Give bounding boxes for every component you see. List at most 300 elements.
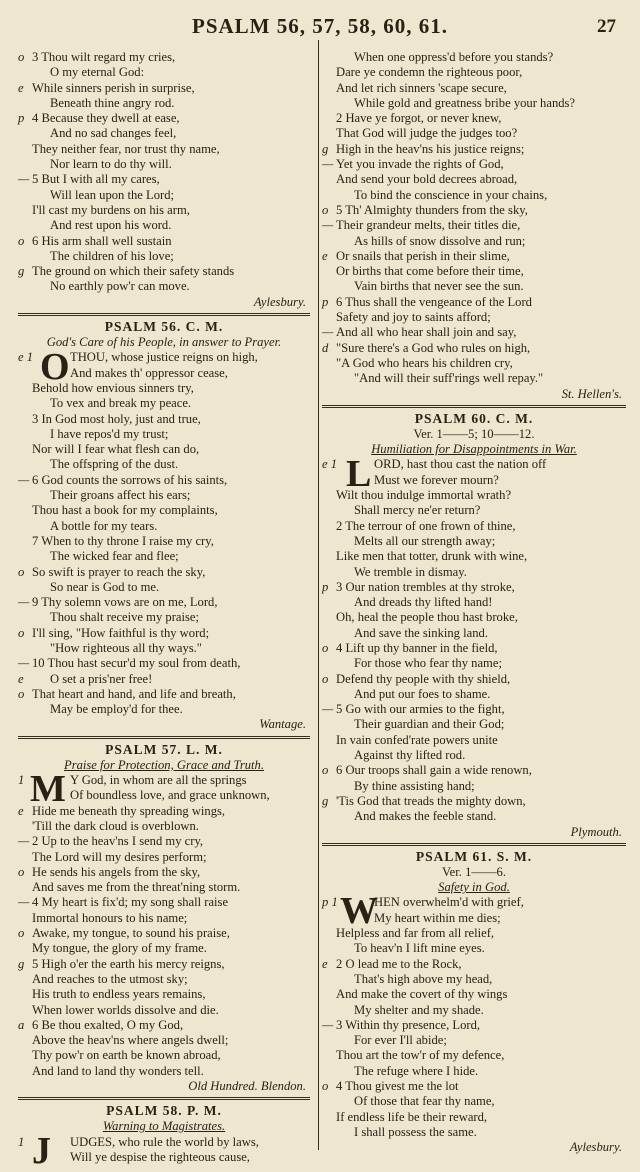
verse-line <box>18 427 310 442</box>
verse-line <box>322 702 626 717</box>
verse-line <box>322 763 626 778</box>
dynamic-mark: g <box>322 141 329 156</box>
verse-line <box>322 519 626 534</box>
verse-line <box>322 96 626 111</box>
verse-line <box>18 672 310 687</box>
verse-text: O my eternal God: <box>50 65 145 80</box>
tune-name: Aylesbury. <box>253 294 306 309</box>
verse-line <box>18 111 310 126</box>
verse-line <box>322 957 626 972</box>
verse-text: And reaches to the utmost sky; <box>32 971 188 986</box>
psalm-56-body <box>18 346 310 717</box>
verse-line <box>18 880 310 895</box>
verse-line <box>18 65 310 80</box>
dynamic-mark: — <box>18 834 30 849</box>
verse-line <box>18 350 310 365</box>
verse-text: O set a pris'ner free! <box>50 671 153 686</box>
verse-line <box>322 65 626 80</box>
verse-line <box>18 503 310 518</box>
verse-text: And make the covert of thy wings <box>336 987 508 1002</box>
verse-text: 6 Our troops shall gain a wide renown, <box>336 763 532 778</box>
drop-cap: W <box>340 890 378 933</box>
verse-text: To bind the conscience in your chains, <box>354 187 548 202</box>
verse-line <box>322 295 626 310</box>
verse-text: To heav'n I lift mine eyes. <box>354 941 485 956</box>
dynamic-mark: 1 <box>18 773 25 788</box>
dynamic-mark: p <box>18 111 25 126</box>
tune-name: Plymouth. <box>570 824 622 839</box>
verse-line <box>18 565 310 580</box>
verse-text: "A God who hears his children cry, <box>336 355 513 370</box>
verse-text: Beneath thine angry rod. <box>50 95 175 110</box>
verse-text: The children of his love; <box>50 248 174 263</box>
verse-text: So near is God to me. <box>50 579 160 594</box>
verse-line <box>18 1064 310 1079</box>
verse-line <box>18 865 310 880</box>
dynamic-mark: — <box>18 656 30 671</box>
verse-lines <box>18 1135 310 1166</box>
verse-text: By thine assisting hand; <box>354 778 475 793</box>
verse-text: Their guardian and their God; <box>354 717 505 732</box>
verse-line <box>322 733 626 748</box>
verse-line <box>322 809 626 824</box>
dynamic-mark: g <box>18 264 25 279</box>
verse-line <box>18 1003 310 1018</box>
verse-text: A bottle for my tears. <box>50 518 158 533</box>
verse-line <box>322 580 626 595</box>
verse-line <box>322 926 626 941</box>
dynamic-mark: — <box>18 895 30 910</box>
verse-line <box>18 610 310 625</box>
verse-text: "How righteous all thy ways." <box>50 640 202 655</box>
verse-text: Thou art the tow'r of my defence, <box>336 1048 505 1063</box>
verse-line <box>18 972 310 987</box>
verse-text: ORD, hast thou cast the nation off <box>374 457 547 472</box>
verse-text: 6 God counts the sorrows of his saints, <box>32 472 228 487</box>
verse-text: The Lord will my desires perform; <box>32 849 207 864</box>
verse-line <box>322 672 626 687</box>
verse-text: And no sad changes feel, <box>50 126 177 141</box>
dynamic-mark: o <box>18 50 25 64</box>
verse-line <box>18 366 310 381</box>
verse-text: Oh, heal the people thou hast broke, <box>336 610 518 625</box>
verse-line <box>18 1135 310 1150</box>
verse-text: "Sure there's a God who rules on high, <box>336 340 531 355</box>
verse-text: Or snails that perish in their slime, <box>336 248 510 263</box>
verse-line <box>322 565 626 580</box>
verse-text: UDGES, who rule the world by laws, <box>70 1134 259 1149</box>
verse-text: Nor learn to do thy will. <box>50 157 172 172</box>
verse-text: 5 Th' Almighty thunders from the sky, <box>336 202 528 217</box>
psalm-61-body <box>322 890 626 1140</box>
verse-line <box>18 926 310 941</box>
verse-line <box>18 188 310 203</box>
verse-line <box>18 126 310 141</box>
verse-text: Behold how envious sinners try, <box>32 380 194 395</box>
dynamic-mark: e <box>18 803 24 818</box>
drop-cap: L <box>346 453 372 496</box>
verse-line <box>322 1003 626 1018</box>
verse-line <box>322 356 626 371</box>
verse-text: And rest upon his word. <box>50 218 172 233</box>
verse-text: 2 Up to the heav'ns I send my cry, <box>32 834 204 849</box>
dynamic-mark: o <box>18 926 25 941</box>
dynamic-mark: o <box>18 233 25 248</box>
verse-text: That's high above my head, <box>354 971 493 986</box>
verse-text: 5 But I with all my cares, <box>32 172 160 187</box>
verse-text: While sinners perish in surprise, <box>32 80 195 95</box>
verse-text: 2 Have ye forgot, or never knew, <box>336 111 502 126</box>
dynamic-mark: p <box>322 294 329 309</box>
verse-text: 6 Thus shall the vengeance of the Lord <box>336 294 532 309</box>
verse-text: I'll cast my burdens on his arm, <box>32 202 190 217</box>
dynamic-mark: o <box>322 202 329 217</box>
verse-line <box>322 610 626 625</box>
verse-line <box>18 157 310 172</box>
verse-line <box>322 549 626 564</box>
verse-line <box>322 81 626 96</box>
verse-line <box>322 595 626 610</box>
verse-line <box>322 279 626 294</box>
dynamic-mark: — <box>322 157 334 172</box>
verse-line <box>322 218 626 233</box>
verse-line <box>18 381 310 396</box>
verse-text: I shall possess the same. <box>354 1124 477 1139</box>
verse-line <box>322 626 626 641</box>
verse-text: And saves me from the threat'ning storm. <box>32 880 241 895</box>
verse-line <box>322 188 626 203</box>
psalm-heading: PSALM 57. L. M. <box>105 741 223 757</box>
verse-line <box>18 773 310 788</box>
section-rule <box>18 1097 310 1100</box>
verse-line <box>322 157 626 172</box>
verse-line <box>322 50 626 65</box>
verse-line <box>322 249 626 264</box>
dynamic-mark: 1 <box>18 1134 25 1149</box>
column-divider <box>318 40 319 1150</box>
verse-line <box>18 534 310 549</box>
drop-cap: J <box>32 1129 51 1172</box>
verse-lines <box>322 453 626 824</box>
verse-lines <box>18 768 310 1079</box>
verse-text: 3 Within thy presence, Lord, <box>336 1017 481 1032</box>
verse-text: May be employ'd for thee. <box>50 702 183 717</box>
psalm-heading: PSALM 56. C. M. <box>104 319 224 335</box>
verse-text: Shall mercy ne'er return? <box>354 503 481 518</box>
verse-text: When lower worlds dissolve and die. <box>32 1002 219 1017</box>
verse-text: Yet you invade the rights of God, <box>336 157 504 172</box>
section-rule <box>18 313 310 316</box>
verse-line <box>18 1048 310 1063</box>
psalm-55-continuation <box>18 50 310 295</box>
verse-line <box>322 341 626 356</box>
verse-line <box>322 1094 626 1109</box>
psalm-heading: PSALM 60. C. M. <box>414 410 534 426</box>
verse-line <box>322 779 626 794</box>
dynamic-mark: e 1 <box>322 457 338 472</box>
left-column <box>18 50 310 1172</box>
section-rule <box>322 843 626 846</box>
dynamic-mark: — <box>322 702 334 717</box>
verse-line <box>18 1150 310 1165</box>
verse-line <box>18 1018 310 1033</box>
page-header <box>0 8 640 38</box>
verse-line <box>322 234 626 249</box>
verse-line <box>322 1033 626 1048</box>
verse-text: Thou shalt receive my praise; <box>50 610 199 625</box>
dynamic-mark: o <box>322 1079 329 1093</box>
verse-text: I'll sing, "How faithful is thy word; <box>32 625 210 640</box>
verse-line <box>18 580 310 595</box>
verse-text: Immortal honours to his name; <box>32 910 188 925</box>
tune-name: Aylesbury. <box>569 1140 622 1155</box>
psalm-58-continuation <box>322 50 626 387</box>
verse-line <box>18 81 310 96</box>
verse-text: And makes the feeble stand. <box>354 809 497 824</box>
verse-line <box>18 412 310 427</box>
dynamic-mark: o <box>18 864 25 879</box>
verse-text: 6 Be thou exalted, O my God, <box>32 1017 184 1032</box>
verse-line <box>322 1064 626 1079</box>
verse-line <box>322 941 626 956</box>
verse-line <box>322 142 626 157</box>
psalm-subtitle: Praise for Protection, Grace and Truth. <box>64 757 264 772</box>
verse-text: And makes th' oppressor cease, <box>70 365 228 380</box>
verse-line <box>18 249 310 264</box>
verse-text: And land to land thy wonders tell. <box>32 1063 204 1078</box>
verse-text: For ever I'll abide; <box>354 1033 447 1048</box>
verse-text: For those who fear thy name; <box>354 656 502 671</box>
psalm-57-body <box>18 768 310 1079</box>
verse-line <box>18 941 310 956</box>
dynamic-mark: e <box>18 671 24 686</box>
verse-text: Y God, in whom are all the springs <box>70 773 247 788</box>
psalm-subtitle: Humiliation for Disappointments in War. <box>371 442 577 457</box>
verse-line <box>18 834 310 849</box>
verse-line <box>322 457 626 472</box>
verse-text: Will ye despise the righteous cause, <box>70 1149 250 1164</box>
verse-text: And let rich sinners 'scape secure, <box>336 80 507 95</box>
verse-text: Their grandeur melts, their titles die, <box>336 218 521 233</box>
psalm-60-body <box>322 453 626 824</box>
dynamic-mark: — <box>18 172 30 187</box>
verse-line <box>322 172 626 187</box>
verse-text: Their groans affect his ears; <box>50 488 191 503</box>
verse-line <box>18 50 310 65</box>
verse-text: Must we forever mourn? <box>374 472 499 487</box>
verse-line <box>18 819 310 834</box>
verse-text: As hills of snow dissolve and run; <box>354 233 526 248</box>
dynamic-mark: g <box>322 793 329 808</box>
verse-text: That heart and hand, and life and breath, <box>32 686 236 701</box>
verse-line <box>322 895 626 910</box>
verse-text: No earthly pow'r can move. <box>50 279 190 294</box>
verse-line <box>18 549 310 564</box>
dynamic-mark: — <box>18 595 30 610</box>
verse-text: THOU, whose justice reigns on high, <box>70 350 258 365</box>
verse-range: Ver. 1——5; 10——12. <box>413 426 535 441</box>
psalm-heading: PSALM 58. P. M. <box>106 1103 222 1119</box>
dynamic-mark: e <box>18 80 24 95</box>
verse-line <box>18 203 310 218</box>
verse-text: 4 Because they dwell at ease, <box>32 111 180 126</box>
verse-line <box>322 911 626 926</box>
verse-text: Defend thy people with thy shield, <box>336 671 511 686</box>
verse-text: Thou hast a book for my complaints, <box>32 503 218 518</box>
verse-line <box>322 473 626 488</box>
verse-line <box>322 794 626 809</box>
page-number: 27 <box>597 16 616 37</box>
verse-text: My shelter and my shade. <box>354 1002 484 1017</box>
verse-line <box>18 702 310 717</box>
dynamic-mark: o <box>322 671 329 686</box>
verse-text: Safety and joy to saints afford; <box>336 310 491 325</box>
dynamic-mark: — <box>18 472 30 487</box>
verse-text: Of those that fear thy name, <box>354 1094 495 1109</box>
verse-text: High in the heav'ns his justice reigns; <box>336 141 525 156</box>
verse-text: 5 High o'er the earth his mercy reigns, <box>32 956 225 971</box>
section-rule <box>322 405 626 408</box>
verse-text: 3 Our nation trembles at thy stroke, <box>336 579 515 594</box>
dynamic-mark: — <box>322 325 334 340</box>
verse-text: My tongue, the glory of my frame. <box>32 941 207 956</box>
verse-text: 4 Lift up thy banner in the field, <box>336 640 498 655</box>
verse-text: While gold and greatness bribe your hands? <box>354 95 576 110</box>
verse-text: 9 Thy solemn vows are on me, Lord, <box>32 595 218 610</box>
verse-text: 2 The terrour of one frown of thine, <box>336 518 516 533</box>
verse-text: And all who hear shall join and say, <box>336 325 517 340</box>
verse-text: 3 In God most holy, just and true, <box>32 411 201 426</box>
psalm-58-body <box>18 1129 310 1172</box>
verse-line <box>322 111 626 126</box>
verse-line <box>322 203 626 218</box>
verse-line <box>18 473 310 488</box>
verse-line <box>18 264 310 279</box>
verse-line <box>322 1079 626 1094</box>
verse-line <box>18 142 310 157</box>
verse-line <box>18 519 310 534</box>
verse-text: 3 Thou wilt regard my cries, <box>32 50 176 64</box>
verse-text: His truth to endless years remains, <box>32 987 206 1002</box>
verse-text: They neither fear, nor trust thy name, <box>32 141 220 156</box>
right-column <box>322 50 626 1155</box>
verse-line <box>322 503 626 518</box>
verse-line <box>18 911 310 926</box>
verse-line <box>322 1110 626 1125</box>
tune-name: St. Hellen's. <box>561 386 622 401</box>
verse-text: Nor will I fear what flesh can do, <box>32 442 200 457</box>
verse-text: Like men that totter, drunk with wine, <box>336 549 528 564</box>
verse-line <box>322 1018 626 1033</box>
verse-line <box>18 656 310 671</box>
verse-text: We tremble in dismay. <box>354 564 467 579</box>
dynamic-mark: p 1 <box>322 895 338 910</box>
verse-text: Melts all our strength away; <box>354 533 496 548</box>
verse-text: He sends his angels from the sky, <box>32 864 201 879</box>
verse-text: Hide me beneath thy spreading wings, <box>32 803 226 818</box>
verse-text: Dare ye condemn the righteous poor, <box>336 65 523 80</box>
psalm-subtitle: God's Care of his People, in answer to Prayer. <box>46 335 282 350</box>
dynamic-mark: d <box>322 340 329 355</box>
verse-line <box>18 96 310 111</box>
verse-line <box>18 488 310 503</box>
dynamic-mark: o <box>18 686 25 701</box>
page-title: PSALM 56, 57, 58, 60, 61. <box>192 14 448 38</box>
dynamic-mark: o <box>18 625 25 640</box>
verse-line <box>322 1125 626 1140</box>
verse-line <box>322 325 626 340</box>
section-rule <box>18 736 310 739</box>
verse-line <box>322 534 626 549</box>
verse-line <box>18 396 310 411</box>
verse-text: HEN overwhelm'd with grief, <box>374 895 524 910</box>
verse-text: 6 His arm shall well sustain <box>32 233 172 248</box>
verse-line <box>322 656 626 671</box>
verse-text: My heart within me dies; <box>374 910 501 925</box>
verse-line <box>18 957 310 972</box>
verse-line <box>18 218 310 233</box>
verse-text: And dreads thy lifted hand! <box>354 595 493 610</box>
verse-text: And send your bold decrees abroad, <box>336 172 518 187</box>
tune-name: Wantage. <box>259 717 306 732</box>
verse-line <box>322 972 626 987</box>
verse-line <box>18 1033 310 1048</box>
verse-text: The refuge where I hide. <box>354 1063 479 1078</box>
verse-line <box>322 488 626 503</box>
verse-text: 5 Go with our armies to the fight, <box>336 702 505 717</box>
drop-cap: M <box>30 768 66 811</box>
verse-text: 7 When to thy throne I raise my cry, <box>32 533 214 548</box>
verse-text: 'Till the dark cloud is overblown. <box>32 818 199 833</box>
verse-text: The offspring of the dust. <box>50 457 179 472</box>
verse-text: In vain confed'rate powers unite <box>336 732 498 747</box>
verse-line <box>18 442 310 457</box>
dynamic-mark: e 1 <box>18 350 34 365</box>
verse-text: 4 My heart is fix'd; my song shall raise <box>32 895 229 910</box>
verse-text: 4 Thou givest me the lot <box>336 1079 459 1093</box>
dynamic-mark: e <box>322 956 328 971</box>
verse-line <box>18 641 310 656</box>
verse-line <box>18 595 310 610</box>
verse-line <box>18 279 310 294</box>
verse-text: So swift is prayer to reach the sky, <box>32 564 206 579</box>
verse-lines <box>322 890 626 1140</box>
verse-line <box>322 687 626 702</box>
verse-line <box>322 987 626 1002</box>
dynamic-mark: o <box>322 763 329 778</box>
psalm-heading: PSALM 61. S. M. <box>415 848 533 864</box>
verse-text: Against thy lifted rod. <box>354 748 466 763</box>
verse-text: That God will judge the judges too? <box>336 126 518 141</box>
dynamic-mark: e <box>322 248 328 263</box>
verse-text: The wicked fear and flee; <box>50 549 179 564</box>
verse-text: 'Tis God that treads the mighty down, <box>336 793 526 808</box>
verse-line <box>322 1048 626 1063</box>
dynamic-mark: — <box>322 1017 334 1032</box>
verse-line <box>18 788 310 803</box>
verse-text: And save the sinking land. <box>354 625 488 640</box>
verse-line <box>18 457 310 472</box>
verse-line <box>322 717 626 732</box>
verse-text: Or births that come before their time, <box>336 264 524 279</box>
verse-line <box>18 895 310 910</box>
dynamic-mark: o <box>18 564 25 579</box>
verse-line <box>322 264 626 279</box>
verse-text: 2 O lead me to the Rock, <box>336 956 462 971</box>
verse-line <box>18 172 310 187</box>
verse-text: "And will their suff'rings well repay." <box>354 371 544 386</box>
dynamic-mark: o <box>322 640 329 655</box>
